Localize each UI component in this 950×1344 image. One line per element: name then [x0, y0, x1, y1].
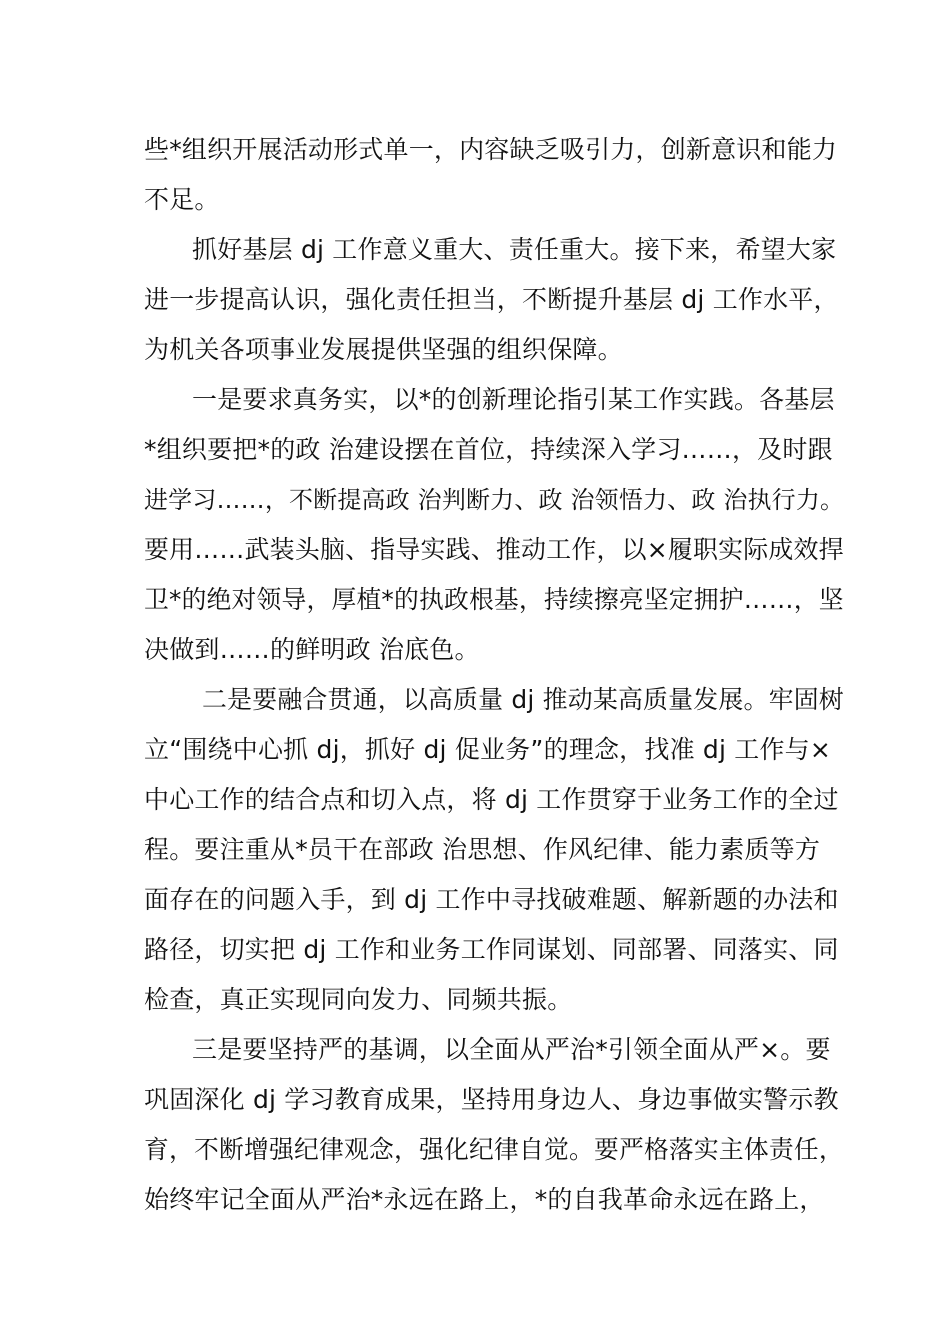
text-line: 程。要注重从*员干在部政 治思想、作风纪律、能力素质等方: [144, 835, 821, 864]
text-line: 育，不断增强纪律观念，强化纪律自觉。要严格落实主体责任，: [144, 1135, 844, 1164]
document-body: [144, 125, 845, 1225]
paragraph-first-line: 二是要融合贯通，以高质量 dj 推动某高质量发展。牢固树: [202, 685, 844, 714]
paragraph-first-line: 一是要求真务实，以*的创新理论指引某工作实践。各基层: [192, 385, 835, 414]
text-line: 检查，真正实现同向发力、同频共振。: [144, 985, 573, 1014]
paragraph-first-line: 抓好基层 dj 工作意义重大、责任重大。接下来，希望大家: [192, 235, 837, 264]
text-line: 始终牢记全面从严治*永远在路上，*的自我革命永远在路上，: [144, 1185, 825, 1214]
text-line: 路径，切实把 dj 工作和业务工作同谋划、同部署、同落实、同: [144, 935, 839, 964]
text-line: 卫*的绝对领导，厚植*的执政根基，持续擦亮坚定拥护……，坚: [144, 585, 844, 614]
text-line: 面存在的问题入手，到 dj 工作中寻找破难题、解新题的办法和: [144, 885, 839, 914]
text-line: *组织要把*的政 治建设摆在首位，持续深入学习……，及时跟: [144, 435, 833, 464]
text-line: 不足。: [144, 185, 220, 214]
text-line: 些*组织开展活动形式单一，内容缺乏吸引力，创新意识和能力: [144, 135, 838, 164]
text-line: 进一步提高认识，强化责任担当，不断提升基层 dj 工作水平，: [144, 285, 839, 314]
text-line: 巩固深化 dj 学习教育成果，坚持用身边人、身边事做实警示教: [144, 1085, 839, 1114]
text-line: 中心工作的结合点和切入点，将 dj 工作贯穿于业务工作的全过: [144, 785, 839, 814]
text-line: 进学习……，不断提高政 治判断力、政 治领悟力、政 治执行力。: [144, 486, 845, 514]
text-line: 要用……武装头脑、指导实践、推动工作，以×履职实际成效捍: [144, 535, 844, 564]
text-line: 立“围绕中心抓 dj，抓好 dj 促业务”的理念，找准 dj 工作与×: [144, 735, 832, 764]
text-line: 决做到……的鲜明政 治底色。: [144, 635, 480, 664]
paragraph-first-line: 三是要坚持严的基调，以全面从严治*引领全面从严×。要: [192, 1035, 831, 1064]
text-line: 为机关各项事业发展提供坚强的组织保障。: [144, 335, 623, 364]
